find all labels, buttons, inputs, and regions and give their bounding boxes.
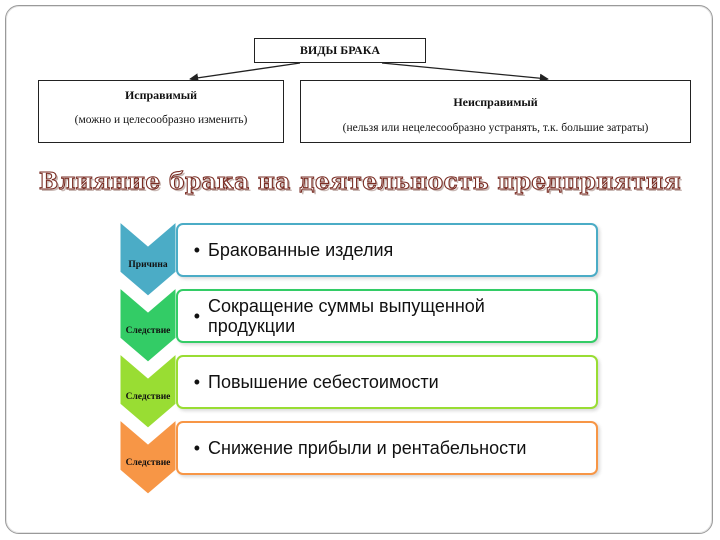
step-text-3: Повышение себестоимости xyxy=(208,372,439,392)
correctable-desc: (можно и целесообразно изменить) xyxy=(74,114,248,126)
step-box-4 xyxy=(176,421,598,475)
step-box-3 xyxy=(176,355,598,409)
chevron-step-1 xyxy=(120,222,176,296)
influence-title: Влияние брака на деятельность предприятия xyxy=(38,168,682,195)
chevron-label-4: Следствие xyxy=(125,458,171,468)
chevron-step-4 xyxy=(120,420,176,494)
step-box-2 xyxy=(176,289,598,343)
step-text-2: Сокращение суммы выпущенной продукции xyxy=(208,296,485,336)
bullet-icon: • xyxy=(193,239,200,260)
step-text-4: Снижение прибыли и рентабельности xyxy=(208,438,527,458)
chevron-label-1: Причина xyxy=(128,260,168,270)
bullet-icon: • xyxy=(193,305,200,326)
step-text-1: Бракованные изделия xyxy=(208,240,394,260)
chevron-step-3 xyxy=(120,354,176,428)
bullet-icon: • xyxy=(193,371,200,392)
bullet-icon: • xyxy=(193,437,200,458)
incorrigible-title: Неисправимый xyxy=(453,95,538,109)
root-label: ВИДЫ БРАКА xyxy=(299,43,381,57)
chevron-label-3: Следствие xyxy=(125,392,171,402)
correctable-title: Исправимый xyxy=(124,88,198,102)
step-box-1 xyxy=(176,223,598,277)
chevron-label-2: Следствие xyxy=(125,326,171,336)
chevron-step-2 xyxy=(120,288,176,362)
incorrigible-desc: (нельзя или нецелесообразно устранять, т.к. большие затраты) xyxy=(342,122,649,134)
